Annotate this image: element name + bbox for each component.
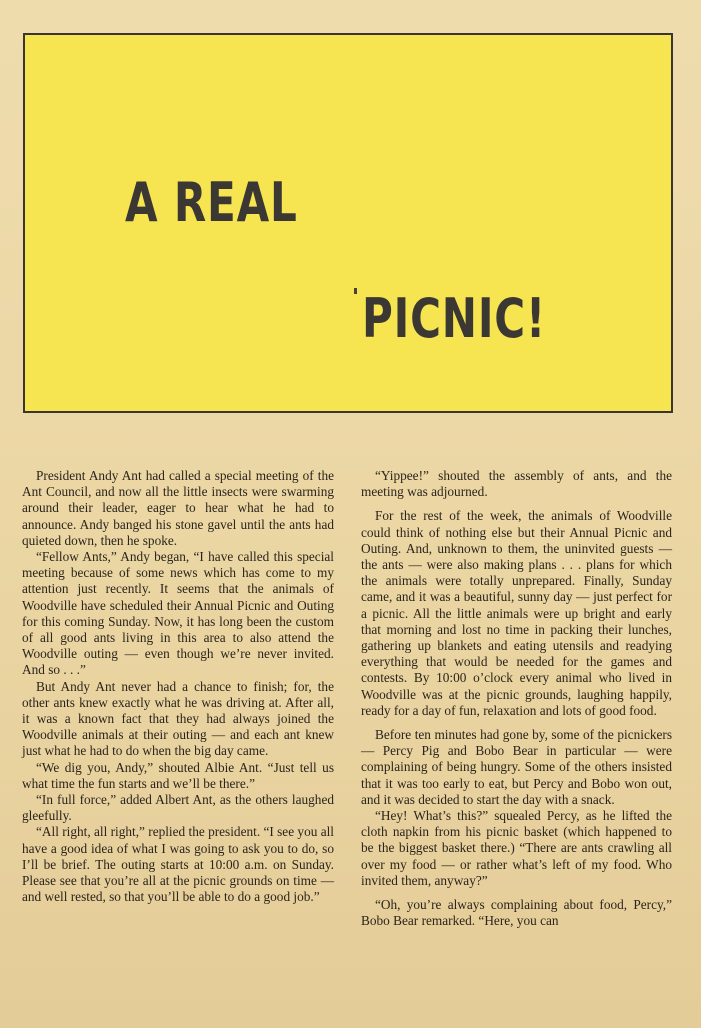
- paragraph: “All right, all right,” replied the president. “I see you all have a good idea of what I was going to ask you to do, so I’ll be brief. The outing starts at 10:00 a.m. on Sunday. Please see that you’re all at the picnic grounds on time — and well rested, so that you’ll be able to do a good job.”: [22, 824, 334, 905]
- paragraph: Before ten minutes had gone by, some of the picnickers — Percy Pig and Bobo Bear in particular — were complaining of being hungry. Some of the others insisted that it was too early to eat, but Percy and Bobo won out, and it was decided to start the day with a snack.: [361, 727, 672, 807]
- title-line-2: PICNIC!: [362, 287, 546, 350]
- paragraph: “Fellow Ants,” Andy began, “I have called this special meeting because of some news which has come to my attention just recently. It seems that the animals of Woodville have scheduled their Annual Picnic and Outing for this coming Sunday. Now, it has long been the custom of all good ants living in this area to also attend the Woodville outing — even though we’re never invited. And so . . .”: [22, 549, 334, 678]
- print-speck: [354, 288, 357, 294]
- paragraph: President Andy Ant had called a special meeting of the Ant Council, and now all the little insects were swarming around their leader, eager to hear what he had to announce. Andy banged his stone gavel until the ants had quieted down, then he spoke.: [22, 468, 334, 548]
- story-column-right: [361, 468, 672, 929]
- title-panel: [23, 33, 673, 413]
- story-column-left: [22, 468, 334, 905]
- paragraph: “We dig you, Andy,” shouted Albie Ant. “Just tell us what time the fun starts and we’ll be there.”: [22, 759, 334, 791]
- title-line-1: A REAL: [125, 171, 298, 234]
- paragraph: But Andy Ant never had a chance to finish; for, the other ants knew exactly what he was driving at. After all, it was a known fact that they had always joined the Woodville animals at their outing — and each ant knew just what he had to do when the big day came.: [22, 678, 334, 759]
- paragraph: For the rest of the week, the animals of Woodville could think of nothing else but their Annual Picnic and Outing. And, unknown to them, the uninvited guests — the ants — were also making plans . . . plans for which the animals were totally unprepared. Finally, Sunday came, and it was a beautiful, sunny day — just perfect for a picnic. All the little animals were up bright and early that morning and lost no time in packing their lunches, gathering up blankets and eating utensils and readying everything that would be needed for the games and contests. By 10:00 o’clock every animal who lived in Woodville was at the picnic grounds, laughing happily, ready for a day of fun, relaxation and lots of good food.: [361, 508, 672, 718]
- paragraph: “Hey! What’s this?” squealed Percy, as he lifted the cloth napkin from his picnic basket (which happened to be the biggest basket there.) “There are ants crawling all over my food — or rather what’s left of my food. Who invited them, anyway?”: [361, 808, 672, 888]
- paragraph: “In full force,” added Albert Ant, as the others laughed gleefully.: [22, 792, 334, 824]
- paragraph: “Yippee!” shouted the assembly of ants, and the meeting was adjourned.: [361, 468, 672, 500]
- paragraph: “Oh, you’re always complaining about food, Percy,” Bobo Bear remarked. “Here, you can: [361, 897, 672, 929]
